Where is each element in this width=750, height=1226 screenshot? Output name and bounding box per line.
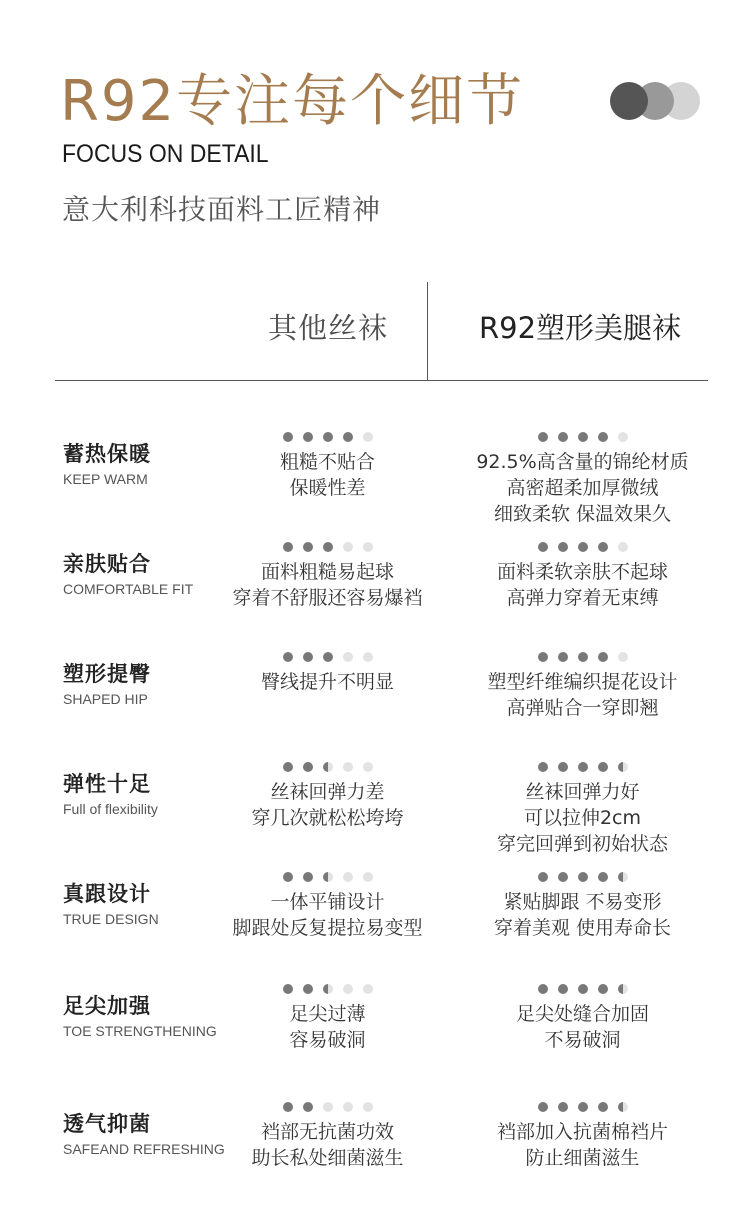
rating-dots xyxy=(220,872,435,883)
description-line: 面料粗糙易起球 xyxy=(260,561,394,583)
rating-dot xyxy=(283,762,293,772)
feature-name-english: SHAPED HIP xyxy=(63,691,148,707)
rating-dots xyxy=(220,652,435,663)
rating-dots xyxy=(220,432,435,443)
rating-dot xyxy=(343,542,353,552)
rating-dot xyxy=(598,762,608,772)
rating-dot xyxy=(558,984,568,994)
other-cell xyxy=(220,542,435,611)
feature-name-english: KEEP WARM xyxy=(63,471,148,487)
header-divider-horizontal xyxy=(55,380,708,381)
rating-dot xyxy=(578,652,588,662)
circle-dark xyxy=(610,82,648,120)
description-line: 穿着美观 使用寿命长 xyxy=(493,917,672,939)
other-cell xyxy=(220,872,435,941)
other-cell xyxy=(220,984,435,1053)
rating-dot xyxy=(558,432,568,442)
rating-dot xyxy=(578,1102,588,1112)
feature-name-english: SAFEAND REFRESHING xyxy=(63,1141,225,1157)
description-line: 足尖处缝合加固 xyxy=(515,1003,649,1025)
r92-description xyxy=(445,1119,720,1171)
r92-cell xyxy=(445,872,720,941)
description-line: 丝袜回弹力好 xyxy=(525,781,640,803)
other-description xyxy=(220,889,435,941)
rating-dots xyxy=(445,762,720,773)
rating-dot xyxy=(363,542,373,552)
r92-cell xyxy=(445,984,720,1053)
rating-dot xyxy=(343,872,353,882)
description-line: 足尖过薄 xyxy=(289,1003,366,1025)
rating-dots xyxy=(220,762,435,773)
description-line: 助长私处细菌滋生 xyxy=(251,1147,404,1169)
description-line: 粗糙不贴合 xyxy=(279,451,375,473)
rating-dot xyxy=(618,432,628,442)
rating-dot xyxy=(323,984,333,994)
feature-name-english: TOE STRENGTHENING xyxy=(63,1023,217,1039)
rating-dot xyxy=(343,762,353,772)
row-label xyxy=(63,440,151,487)
rating-dot xyxy=(618,542,628,552)
description-line: 保暖性差 xyxy=(289,477,366,499)
description-line: 高弹力穿着无束缚 xyxy=(506,587,659,609)
row-label xyxy=(63,550,193,597)
rating-dot xyxy=(538,762,548,772)
rating-dot xyxy=(363,1102,373,1112)
other-description xyxy=(220,669,435,695)
rating-dot xyxy=(303,762,313,772)
rating-dot xyxy=(598,1102,608,1112)
rating-dot xyxy=(578,542,588,552)
description-line: 92.5%高含量的锦纶材质 xyxy=(476,451,689,473)
rating-dots xyxy=(220,1102,435,1113)
feature-name: 真跟设计 xyxy=(63,882,151,906)
rating-dot xyxy=(323,872,333,882)
rating-dot xyxy=(538,652,548,662)
r92-description xyxy=(445,449,720,527)
rating-dot xyxy=(598,432,608,442)
rating-dot xyxy=(323,542,333,552)
rating-dot xyxy=(578,872,588,882)
rating-dot xyxy=(283,872,293,882)
row-label xyxy=(63,1110,225,1157)
column-header-r92: R92塑形美腿袜 xyxy=(478,311,682,345)
rating-dot xyxy=(303,432,313,442)
description-line: 容易破洞 xyxy=(289,1029,366,1051)
rating-dot xyxy=(618,984,628,994)
rating-dot xyxy=(283,542,293,552)
rating-dot xyxy=(303,652,313,662)
rating-dot xyxy=(598,652,608,662)
description-line: 防止细菌滋生 xyxy=(525,1147,640,1169)
other-cell xyxy=(220,1102,435,1171)
rating-dot xyxy=(618,652,628,662)
rating-dots xyxy=(445,542,720,553)
other-cell xyxy=(220,652,435,695)
rating-dot xyxy=(598,984,608,994)
r92-cell xyxy=(445,762,720,857)
rating-dot xyxy=(283,984,293,994)
rating-dots xyxy=(445,872,720,883)
r92-cell xyxy=(445,1102,720,1171)
feature-name: 蓄热保暖 xyxy=(63,442,151,466)
rating-dot xyxy=(303,984,313,994)
rating-dot xyxy=(618,1102,628,1112)
rating-dot xyxy=(558,762,568,772)
rating-dot xyxy=(283,652,293,662)
rating-dot xyxy=(558,542,568,552)
rating-dot xyxy=(363,432,373,442)
rating-dots xyxy=(445,984,720,995)
other-description xyxy=(220,1001,435,1053)
description-line: 穿几次就松松垮垮 xyxy=(251,807,404,829)
rating-dots xyxy=(445,1102,720,1113)
rating-dot xyxy=(363,762,373,772)
r92-description xyxy=(445,559,720,611)
r92-description xyxy=(445,889,720,941)
description-line: 穿完回弹到初始状态 xyxy=(496,833,668,855)
rating-dot xyxy=(343,432,353,442)
rating-dot xyxy=(323,432,333,442)
other-description xyxy=(220,449,435,501)
description-line: 高弹贴合一穿即翘 xyxy=(506,697,659,719)
header-divider-vertical xyxy=(427,282,428,380)
description-line: 可以拉伸2cm xyxy=(523,807,642,829)
r92-description xyxy=(445,1001,720,1053)
rating-dot xyxy=(538,984,548,994)
rating-dots xyxy=(445,652,720,663)
rating-dot xyxy=(578,984,588,994)
description-line: 细致柔软 保温效果久 xyxy=(493,503,672,525)
rating-dot xyxy=(558,1102,568,1112)
other-description xyxy=(220,559,435,611)
r92-cell xyxy=(445,652,720,721)
other-description xyxy=(220,779,435,831)
rating-dot xyxy=(538,542,548,552)
rating-dot xyxy=(578,762,588,772)
rating-dots xyxy=(445,432,720,443)
feature-name: 弹性十足 xyxy=(63,772,151,796)
feature-name-english: COMFORTABLE FIT xyxy=(63,581,194,597)
page-title: R92专注每个细节 xyxy=(60,69,525,134)
rating-dot xyxy=(303,542,313,552)
feature-name: 塑形提臀 xyxy=(63,662,151,686)
rating-dot xyxy=(343,652,353,662)
decorative-circles xyxy=(610,82,700,120)
rating-dot xyxy=(538,872,548,882)
rating-dot xyxy=(618,872,628,882)
rating-dot xyxy=(618,762,628,772)
description-line: 一体平铺设计 xyxy=(270,891,385,913)
rating-dot xyxy=(323,652,333,662)
description-line: 塑型纤维编织提花设计 xyxy=(487,671,678,693)
rating-dot xyxy=(558,652,568,662)
other-description xyxy=(220,1119,435,1171)
description-line: 高密超柔加厚微绒 xyxy=(506,477,659,499)
description-line: 紧贴脚跟 不易变形 xyxy=(503,891,662,913)
feature-name: 足尖加强 xyxy=(63,994,151,1018)
description-line: 裆部无抗菌功效 xyxy=(260,1121,394,1143)
rating-dot xyxy=(323,762,333,772)
feature-name: 透气抑菌 xyxy=(63,1112,151,1136)
other-cell xyxy=(220,432,435,501)
rating-dot xyxy=(363,984,373,994)
row-label xyxy=(63,660,151,707)
description-line: 臀线提升不明显 xyxy=(260,671,394,693)
rating-dot xyxy=(538,432,548,442)
row-label xyxy=(63,992,217,1039)
description-line: 不易破洞 xyxy=(544,1029,621,1051)
rating-dots xyxy=(220,542,435,553)
r92-cell xyxy=(445,432,720,527)
description-line: 丝袜回弹力差 xyxy=(270,781,385,803)
description-line: 脚跟处反复提拉易变型 xyxy=(232,917,423,939)
rating-dot xyxy=(538,1102,548,1112)
other-cell xyxy=(220,762,435,831)
feature-name: 亲肤贴合 xyxy=(63,552,151,576)
r92-description xyxy=(445,669,720,721)
rating-dots xyxy=(220,984,435,995)
rating-dot xyxy=(303,872,313,882)
description-line: 面料柔软亲肤不起球 xyxy=(496,561,668,583)
rating-dot xyxy=(343,1102,353,1112)
rating-dot xyxy=(323,1102,333,1112)
rating-dot xyxy=(558,872,568,882)
subtitle-chinese: 意大利科技面料工匠精神 xyxy=(62,193,382,226)
rating-dot xyxy=(578,432,588,442)
rating-dot xyxy=(343,984,353,994)
column-header-other: 其他丝袜 xyxy=(267,311,388,345)
rating-dot xyxy=(598,872,608,882)
subtitle-english: FOCUS ON DETAIL xyxy=(62,140,269,168)
rating-dot xyxy=(303,1102,313,1112)
rating-dot xyxy=(283,1102,293,1112)
rating-dot xyxy=(363,872,373,882)
row-label xyxy=(63,770,158,817)
description-line: 裆部加入抗菌棉裆片 xyxy=(496,1121,668,1143)
feature-name-english: TRUE DESIGN xyxy=(63,911,159,927)
feature-name-english: Full of flexibility xyxy=(63,801,158,817)
rating-dot xyxy=(598,542,608,552)
r92-cell xyxy=(445,542,720,611)
description-line: 穿着不舒服还容易爆裆 xyxy=(232,587,423,609)
rating-dot xyxy=(363,652,373,662)
r92-description xyxy=(445,779,720,857)
rating-dot xyxy=(283,432,293,442)
row-label xyxy=(63,880,159,927)
